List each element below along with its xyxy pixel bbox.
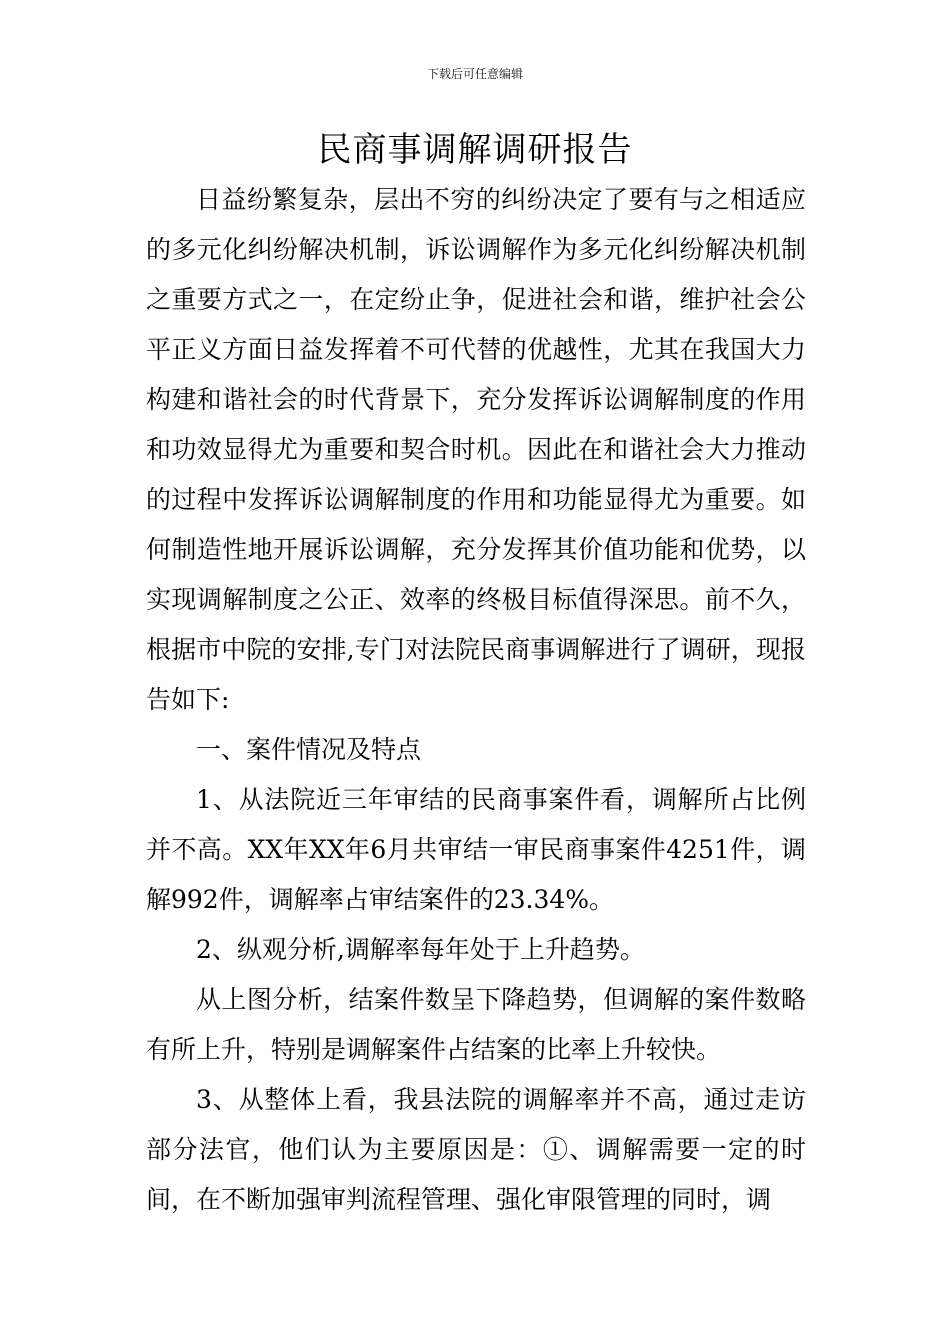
paragraph-point-1: 1、从法院近三年审结的民商事案件看，调解所占比例并不高。XX年XX年6月共审结一审民商事案件4251件，调解992件，调解率占审结案件的23.34%。 xyxy=(146,785,806,914)
paragraph-intro: 日益纷繁复杂，层出不穷的纠纷决定了要有与之相适应的多元化纠纷解决机制，诉讼调解作为多元化纠纷解决机制之重要方式之一，在定纷止争，促进社会和谐，维护社会公平正义方面日益发挥着不可代替的优越性，尤其在我国大力构建和谐社会的时代背景下，充分发挥诉讼调解制度的作用和功效显得尤为重要和契合时机。因此在和谐社会大力推动的过程中发挥诉讼调解制度的作用和功能显得尤为重要。如何制造性地开展诉讼调解，充分发挥其价值功能和优势，以实现调解制度之公正、效率的终极目标值得深思。前不久，根据市中院的安排,专门对法院民商事调解进行了调研，现报告如下: xyxy=(146,185,806,714)
document-body xyxy=(146,175,806,1225)
document-title: 民商事调解调研报告 xyxy=(317,130,633,170)
paragraph-point-3: 3、从整体上看，我县法院的调解率并不高，通过走访部分法官，他们认为主要原因是：①、调解需要一定的时间，在不断加强审判流程管理、强化审限管理的同时，调 xyxy=(146,1085,806,1214)
header-note: 下载后可任意编辑 xyxy=(426,67,523,81)
paragraph-chart-analysis: 从上图分析，结案件数呈下降趋势，但调解的案件数略有所上升，特别是调解案件占结案的比率上升较快。 xyxy=(146,985,806,1064)
paragraph-point-2: 2、纵观分析,调解率每年处于上升趋势。 xyxy=(196,935,645,964)
section-heading-case-overview: 一、案件情况及特点 xyxy=(196,735,422,764)
